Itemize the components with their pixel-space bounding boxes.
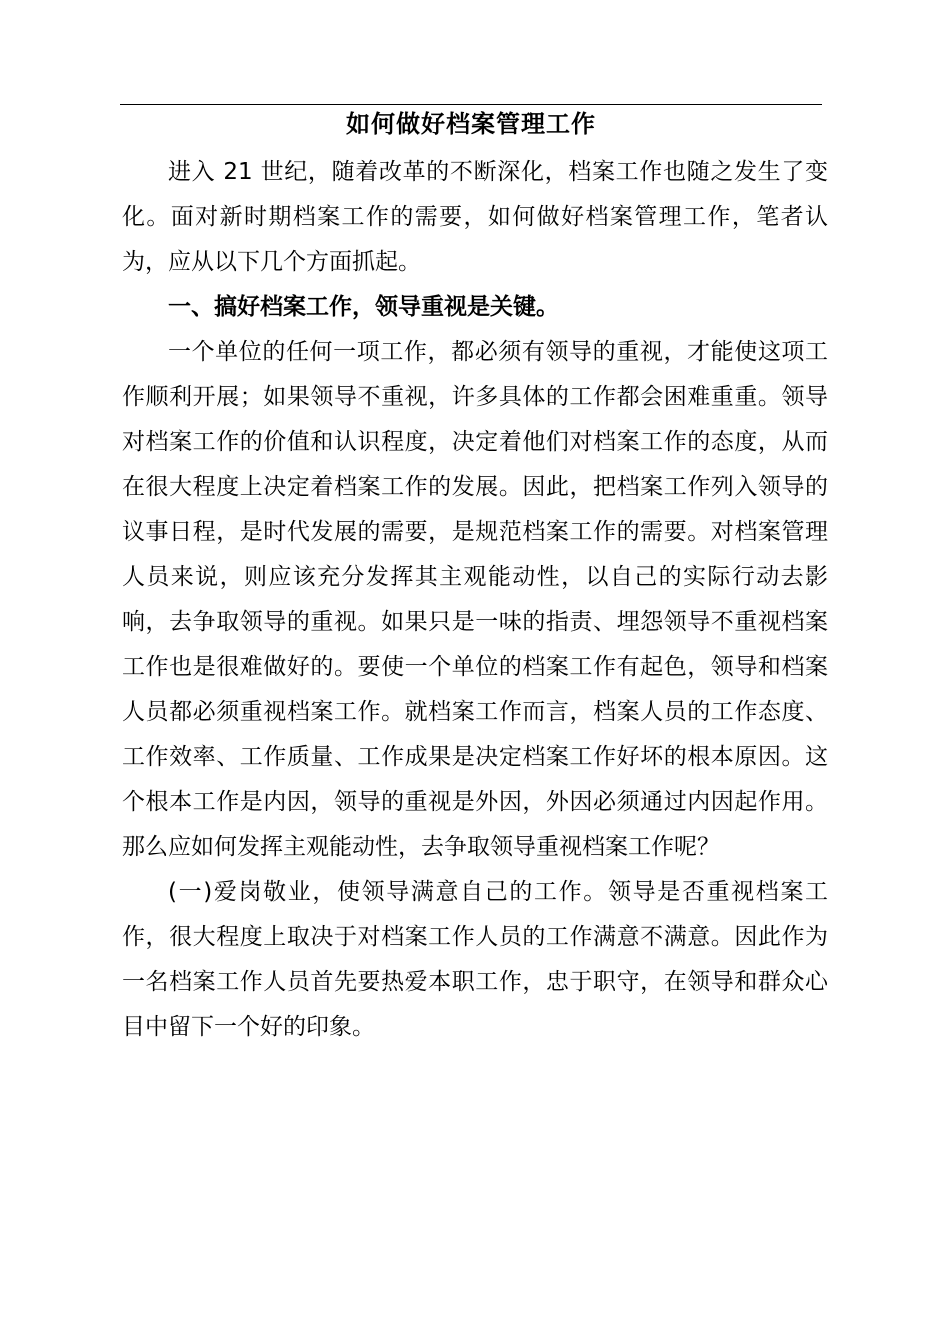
- paragraph-leadership: 一个单位的任何一项工作，都必须有领导的重视，才能使这项工作顺利开展；如果领导不重视，许多具体的工作都会困难重重。领导对档案工作的价值和认识程度，决定着他们对档案工作的态度，从而在很大程度上决定着档案工作的发展。因此，把档案工作列入领导的议事日程，是时代发展的需要，是规范档案工作的需要。对档案管理人员来说，则应该充分发挥其主观能动性，以自己的实际行动去影响，去争取领导的重视。如果只是一味的指责、埋怨领导不重视档案工作也是很难做好的。要使一个单位的档案工作有起色，领导和档案人员都必须重视档案工作。就档案工作而言，档案人员的工作态度、工作效率、工作质量、工作成果是决定档案工作好坏的根本原因。这个根本工作是内因，领导的重视是外因，外因必须通过内因起作用。那么应如何发挥主观能动性，去争取领导重视档案工作呢？: [122, 339, 828, 860]
- paragraph-intro: 进入 21 世纪，随着改革的不断深化，档案工作也随之发生了变化。面对新时期档案工作的需要，如何做好档案管理工作，笔者认为，应从以下几个方面抓起。: [122, 159, 828, 275]
- paragraph-subsection-1: (一)爱岗敬业，使领导满意自己的工作。领导是否重视档案工作，很大程度上取决于对档案工作人员的工作满意不满意。因此作为一名档案工作人员首先要热爱本职工作，忠于职守，在领导和群众心目中留下一个好的印象。: [122, 879, 828, 1040]
- document-title: 如何做好档案管理工作: [346, 110, 596, 138]
- section-heading-1: 一、搞好档案工作，领导重视是关键。: [168, 294, 559, 320]
- header-rule: [120, 104, 822, 105]
- document-body: [122, 150, 828, 1050]
